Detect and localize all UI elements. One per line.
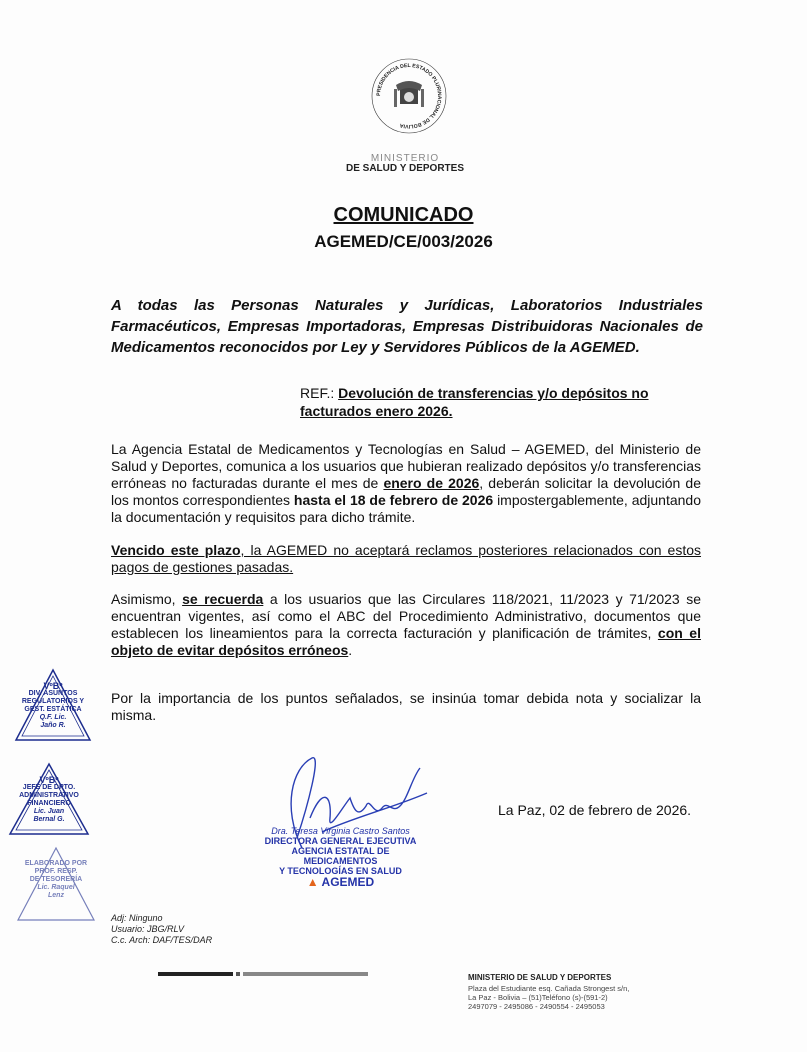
- ministry-name: DE SALUD Y DEPORTES: [346, 163, 464, 174]
- stamp-2-line: ADMINISTRATIVO: [19, 792, 79, 799]
- footer-bar: [236, 972, 240, 976]
- stamp-2-header: VºBº: [39, 775, 59, 785]
- stamp-2-line: Lic. Juan: [33, 808, 65, 815]
- p1-month: enero de 2026: [383, 475, 480, 491]
- presidency-seal: [368, 55, 450, 137]
- seal-text: PRESIDENCIA DEL ESTADO PLURINACIONAL DE BOLIVIA: [375, 62, 443, 130]
- p1-text-a: La Agencia Estatal de Medicamentos y Tecnologías en Salud – AGEMED, del Ministerio de Salud y Deportes, comunica a los usuarios que hubieran realizado depósitos y/o transferencias erróneas no facturadas durante el mes de: [111, 441, 701, 491]
- document-date: La Paz, 02 de febrero de 2026.: [498, 802, 692, 818]
- stamp-2-line: FINANCIERO: [27, 800, 71, 807]
- footer-org: MINISTERIO DE SALUD Y DEPORTES: [468, 973, 612, 982]
- director-title: DIRECTORA GENERAL EJECUTIVA: [264, 836, 417, 846]
- p3-text-a: Asimismo,: [111, 591, 183, 607]
- addressee: A todas las Personas Naturales y Jurídicas, Laboratorios Industriales Farmacéuticos, Empresas Importadoras, Empresas Distribuidoras Nacionales de Medicamentos reconocidos por Ley y Servidores Públicos de la AGEMED.: [111, 297, 703, 356]
- reference-label: REF.:: [300, 385, 335, 401]
- stamp-1-header: VºBº: [43, 681, 63, 691]
- p1-text-e: impostergablemente, adjuntando la documentación y requisitos para dicho trámite.: [111, 492, 701, 525]
- stamp-2-line: Bernal G.: [33, 816, 65, 823]
- stamp-1-line: DIV. ASUNTOS: [28, 690, 78, 697]
- reference-text: Devolución de transferencias y/o depósitos no facturados enero 2026.: [300, 385, 649, 419]
- agemed-logo: [258, 876, 423, 889]
- document-title: COMUNICADO: [333, 204, 474, 226]
- approval-stamp-1: [14, 668, 92, 742]
- p3-purpose: con el objeto de evitar depósitos erróneos: [111, 625, 701, 658]
- footer-address: [468, 984, 668, 1011]
- stamp-1-line: GEST. ESTÁTICA: [24, 706, 82, 713]
- ministry-label: MINISTERIO: [370, 153, 440, 164]
- reference: [300, 384, 700, 420]
- footer-address-line: Plaza del Estudiante esq. Cañada Strongest s/n,: [468, 984, 630, 993]
- paragraph-3: [111, 591, 701, 659]
- p3-text-e: .: [348, 642, 353, 658]
- paragraph-4: Por la importancia de los puntos señalados, se insinúa tomar debida nota y socializar la misma.: [111, 690, 701, 723]
- director-stamp: [258, 826, 423, 889]
- footer-bar: [158, 972, 233, 976]
- footnote-copy: C.c. Arch: DAF/TES/DAR: [111, 935, 213, 945]
- p2-deadline-lapsed: Vencido este plazo: [111, 542, 241, 558]
- p3-text-c: a los usuarios que las Circulares 118/2021, 11/2023 y 71/2023 se encuentran vigentes, así como el ABC del Procedimiento Administrativo, documentos que establecen los lineamientos para la correcta facturación y planificación de trámites,: [111, 591, 702, 641]
- stamp-1-line: REGULATORIOS Y: [21, 698, 85, 705]
- stamp-1-line: Jaño R.: [40, 722, 66, 729]
- p1-text-c: , deberán solicitar la devolución de los montos correspondientes: [111, 475, 702, 508]
- paragraph-1: [111, 441, 701, 526]
- p1-deadline: hasta el 18 de febrero de 2026: [293, 492, 494, 508]
- footer-address-line: 2497079 - 2495086 - 2490554 - 2495053: [468, 1002, 605, 1011]
- stamp-3-line: PROF. RESP.: [34, 868, 78, 875]
- footnote-attachments: Adj: Ninguno: [111, 913, 163, 923]
- stamp-3-header: ELABORADO POR: [24, 860, 88, 867]
- footnotes: [111, 913, 212, 946]
- agemed-logo-icon: ▲: [306, 875, 322, 889]
- stamp-1-line: Q.F. Lic.: [39, 714, 67, 721]
- agency-name: AGENCIA ESTATAL DE MEDICAMENTOS: [291, 846, 390, 866]
- agemed-logo-text: AGEMED: [321, 875, 375, 889]
- p2-text: , la AGEMED no aceptará reclamos posteriores relacionados con estos pagos de gestiones pasadas.: [111, 542, 702, 575]
- stamp-3-line: Lic. Raquel: [37, 884, 75, 891]
- approval-stamp-2: [8, 762, 90, 836]
- prepared-by-stamp: [16, 846, 96, 922]
- p3-reminder: se recuerda: [182, 591, 264, 607]
- agency-name-2: Y TECNOLOGÍAS EN SALUD: [279, 866, 402, 876]
- footnote-user: Usuario: JBG/RLV: [111, 924, 185, 934]
- stamp-3-line: DE TESORERÍA: [29, 876, 83, 883]
- director-name: Dra. Teresa Virginia Castro Santos: [271, 826, 410, 836]
- footer-bar: [243, 972, 368, 976]
- stamp-3-line: Lenz: [48, 892, 64, 899]
- stamp-2-line: JEFE DE DPTO.: [22, 784, 76, 791]
- footer-address-line: La Paz - Bolivia – (51)Teléfono (s)-(591-2): [468, 993, 608, 1002]
- document-code: AGEMED/CE/003/2026: [314, 232, 493, 251]
- paragraph-2: [111, 542, 701, 576]
